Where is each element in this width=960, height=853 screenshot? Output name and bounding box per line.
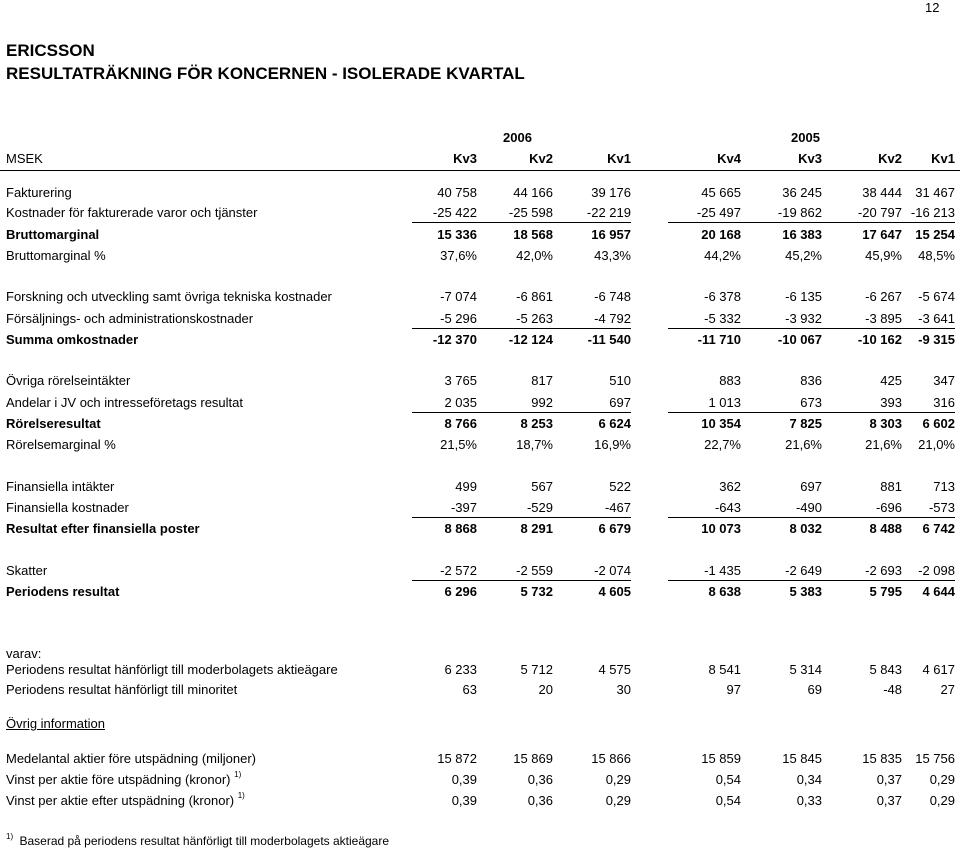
table-cell: -2 572 [440,563,477,578]
table-cell: 20 168 [701,227,741,242]
row-label-text: Vinst per aktie före utspädning (kronor) [6,772,231,787]
table-cell: 18 568 [513,227,553,242]
row-label [6,332,138,347]
table-cell: 8 541 [708,662,741,677]
table-cell: 499 [455,479,477,494]
table-cell: 6 624 [598,416,631,431]
table-cell: -6 748 [594,289,631,304]
table-cell: 0,29 [929,772,955,787]
row-label [6,373,130,388]
quarter-header: Kv1 [931,151,955,166]
unit-label: MSEK [6,151,43,166]
table-cell: 36 245 [782,185,822,200]
table-cell: 5 732 [520,584,553,599]
table-cell: 10 354 [701,416,741,431]
table-cell: 8 488 [869,521,902,536]
table-cell: -48 [883,682,902,697]
table-cell: 3 765 [444,373,477,388]
table-cell: 38 444 [862,185,902,200]
row-label-text: Periodens resultat [6,584,120,599]
table-cell: 8 766 [444,416,477,431]
table-cell: 10 073 [701,521,741,536]
table-cell: -5 296 [440,311,477,326]
table-cell: 40 758 [437,185,477,200]
table-cell: -2 074 [594,563,631,578]
table-cell: -16 213 [910,205,955,220]
row-label [6,662,338,677]
table-cell: 15 845 [782,751,822,766]
table-cell: -6 135 [785,289,822,304]
row-label-text: Rörelseresultat [6,416,101,431]
sum-underline [412,412,631,413]
row-label-text: Bruttomarginal % [6,248,106,263]
row-label-text: Vinst per aktie efter utspädning (kronor) [6,793,235,808]
sum-underline [412,580,631,581]
row-label [6,682,237,697]
row-label [6,437,116,452]
table-cell: 8 638 [708,584,741,599]
table-cell: 992 [531,395,553,410]
row-label [6,416,101,431]
row-label-text: Försäljnings- och administrationskostnader [6,311,254,326]
table-cell: 713 [933,479,955,494]
year-2006-header: 2006 [503,130,532,145]
table-cell: -20 797 [857,205,902,220]
table-cell: -22 219 [586,205,631,220]
table-cell: 0,29 [929,793,955,808]
table-cell: 17 647 [862,227,902,242]
table-cell: 6 742 [922,521,955,536]
table-cell: 5 843 [869,662,902,677]
table-cell: 15 336 [437,227,477,242]
row-label [6,205,257,220]
row-label [6,584,119,599]
table-cell: 27 [940,682,955,697]
table-cell: -6 378 [704,289,741,304]
row-label-text: Periodens resultat hänförligt till minoritet [6,682,238,697]
table-cell: -19 862 [777,205,822,220]
table-cell: 522 [609,479,631,494]
table-cell: -2 693 [865,563,902,578]
table-cell: 0,36 [527,793,553,808]
row-label [6,521,200,536]
table-cell: 0,36 [527,772,553,787]
table-cell: 393 [880,395,902,410]
row-label-text: Skatter [6,563,48,578]
table-cell: -10 067 [777,332,822,347]
table-cell: 63 [462,682,477,697]
table-cell: 0,33 [796,793,822,808]
table-cell: -6 861 [516,289,553,304]
table-cell: 0,39 [451,772,477,787]
table-cell: 5 712 [520,662,553,677]
table-cell: 0,34 [796,772,822,787]
table-cell: 97 [726,682,741,697]
table-cell: 31 467 [915,185,955,200]
header-rule [0,170,960,171]
row-label [6,772,241,787]
table-cell: -2 649 [785,563,822,578]
row-label-text: Kostnader för fakturerade varor och tjänster [6,205,258,220]
table-cell: -529 [526,500,553,515]
table-cell: 881 [880,479,902,494]
table-cell: -12 124 [508,332,553,347]
table-cell: 697 [609,395,631,410]
table-cell: 30 [616,682,631,697]
table-cell: -7 074 [440,289,477,304]
table-cell: 4 575 [598,662,631,677]
quarter-header: Kv4 [717,151,741,166]
table-cell: 6 679 [598,521,631,536]
table-cell: 21,6% [865,437,902,452]
table-cell: 817 [531,373,553,388]
table-cell: -10 162 [857,332,902,347]
quarter-header: Kv1 [607,151,631,166]
row-label-text: Finansiella kostnader [6,500,129,515]
company-title: ERICSSON [6,41,95,60]
ovrig-information-label: Övrig information [6,716,105,731]
table-cell: -25 497 [696,205,741,220]
table-cell: 5 795 [869,584,902,599]
table-cell: 0,39 [451,793,477,808]
sum-underline [668,328,955,329]
table-cell: 21,5% [440,437,477,452]
table-cell: -12 370 [432,332,477,347]
table-cell: 836 [800,373,822,388]
sum-underline [412,517,631,518]
table-cell: -490 [795,500,822,515]
sum-underline [668,412,955,413]
row-label-text: Summa omkostnader [6,332,139,347]
footnote-ref: 1) [234,770,242,779]
table-cell: 8 303 [869,416,902,431]
table-cell: 15 835 [862,751,902,766]
table-cell: 43,3% [594,248,631,263]
table-cell: 45,2% [785,248,822,263]
row-label-text: Rörelsemarginal % [6,437,116,452]
table-cell: 15 756 [915,751,955,766]
table-cell: 44 166 [513,185,553,200]
table-cell: 39 176 [591,185,631,200]
varav-label: varav: [6,646,42,661]
row-label [6,289,332,304]
table-cell: -11 710 [697,332,741,347]
row-label [6,311,253,326]
row-label [6,563,47,578]
table-cell: 347 [933,373,955,388]
page-number: 12 [925,0,940,15]
table-cell: 8 032 [789,521,822,536]
quarter-header: Kv3 [453,151,477,166]
quarter-header: Kv2 [529,151,553,166]
table-cell: -467 [604,500,631,515]
sum-underline [668,580,955,581]
table-cell: -11 540 [587,332,631,347]
row-label [6,395,243,410]
table-cell: 15 869 [513,751,553,766]
row-label-text: Resultat efter finansiella poster [6,521,200,536]
table-cell: 44,2% [704,248,741,263]
table-cell: 16 957 [591,227,631,242]
table-cell: -25 598 [508,205,553,220]
footnote-text: Baserad på periodens resultat hänförligt till moderbolagets aktieägare [19,834,390,848]
table-cell: -3 895 [865,311,902,326]
table-cell: 2 035 [444,395,477,410]
table-cell: 6 233 [444,662,477,677]
row-label [6,793,245,808]
row-label [6,248,106,263]
table-cell: -573 [928,500,955,515]
table-cell: 673 [800,395,822,410]
table-cell: 8 253 [520,416,553,431]
table-cell: 0,29 [605,793,631,808]
table-cell: -643 [714,500,741,515]
row-label-text: Medelantal aktier före utspädning (miljoner) [6,751,257,766]
row-label [6,227,99,242]
table-cell: 7 825 [789,416,822,431]
quarter-header: Kv2 [878,151,902,166]
table-cell: 5 383 [789,584,822,599]
table-cell: 567 [531,479,553,494]
table-cell: 42,0% [516,248,553,263]
sum-underline [668,517,955,518]
table-cell: -25 422 [432,205,477,220]
table-cell: -9 315 [918,332,955,347]
table-cell: 16,9% [594,437,631,452]
table-cell: 45,9% [865,248,902,263]
year-2005-header: 2005 [791,130,820,145]
table-cell: 6 296 [444,584,477,599]
table-cell: 0,54 [715,793,741,808]
table-cell: 883 [719,373,741,388]
table-cell: 0,37 [876,793,902,808]
table-cell: 20 [538,682,553,697]
table-cell: 1 013 [708,395,741,410]
table-cell: -4 792 [594,311,631,326]
table-cell: 425 [880,373,902,388]
table-cell: 15 866 [591,751,631,766]
table-cell: -5 332 [704,311,741,326]
row-label [6,479,114,494]
sum-underline [668,222,955,223]
quarter-header: Kv3 [798,151,822,166]
report-title: RESULTATRÄKNING FÖR KONCERNEN - ISOLERADE KVARTAL [6,64,525,83]
table-cell: 4 644 [922,584,955,599]
table-cell: 69 [807,682,822,697]
footnote [6,834,389,848]
table-cell: -3 641 [918,311,955,326]
sum-underline [412,328,631,329]
row-label [6,500,129,515]
table-cell: -5 263 [516,311,553,326]
table-cell: 15 859 [701,751,741,766]
table-cell: -397 [450,500,477,515]
table-cell: -1 435 [704,563,741,578]
table-cell: 5 314 [789,662,822,677]
table-cell: 8 291 [520,521,553,536]
row-label [6,185,72,200]
row-label-text: Periodens resultat hänförligt till moderbolagets aktieägare [6,662,338,677]
row-label-text: Bruttomarginal [6,227,100,242]
footnote-marker: 1) [6,832,14,841]
table-cell: 18,7% [516,437,553,452]
table-cell: 15 254 [915,227,955,242]
table-cell: 697 [800,479,822,494]
row-label [6,751,256,766]
row-label-text: Fakturering [6,185,72,200]
table-cell: 45 665 [701,185,741,200]
table-cell: 510 [609,373,631,388]
table-cell: -6 267 [865,289,902,304]
table-cell: 4 605 [598,584,631,599]
table-cell: 22,7% [704,437,741,452]
table-cell: 21,6% [785,437,822,452]
row-label-text: Forskning och utveckling samt övriga tekniska kostnader [6,289,332,304]
table-cell: 0,29 [605,772,631,787]
table-cell: 316 [933,395,955,410]
table-cell: 8 868 [444,521,477,536]
table-cell: 48,5% [918,248,955,263]
table-cell: 16 383 [782,227,822,242]
row-label-text: Övriga rörelseintäkter [6,373,131,388]
table-cell: 37,6% [440,248,477,263]
sum-underline [412,222,631,223]
table-cell: 0,37 [876,772,902,787]
table-cell: 0,54 [715,772,741,787]
table-cell: -2 559 [516,563,553,578]
table-cell: 6 602 [922,416,955,431]
table-cell: 362 [719,479,741,494]
table-cell: -696 [875,500,902,515]
footnote-ref: 1) [237,791,245,800]
table-cell: 15 872 [437,751,477,766]
table-cell: -2 098 [918,563,955,578]
table-cell: -3 932 [785,311,822,326]
table-cell: -5 674 [918,289,955,304]
row-label-text: Finansiella intäkter [6,479,115,494]
table-cell: 4 617 [922,662,955,677]
table-cell: 21,0% [918,437,955,452]
row-label-text: Andelar i JV och intresseföretags resultat [6,395,244,410]
